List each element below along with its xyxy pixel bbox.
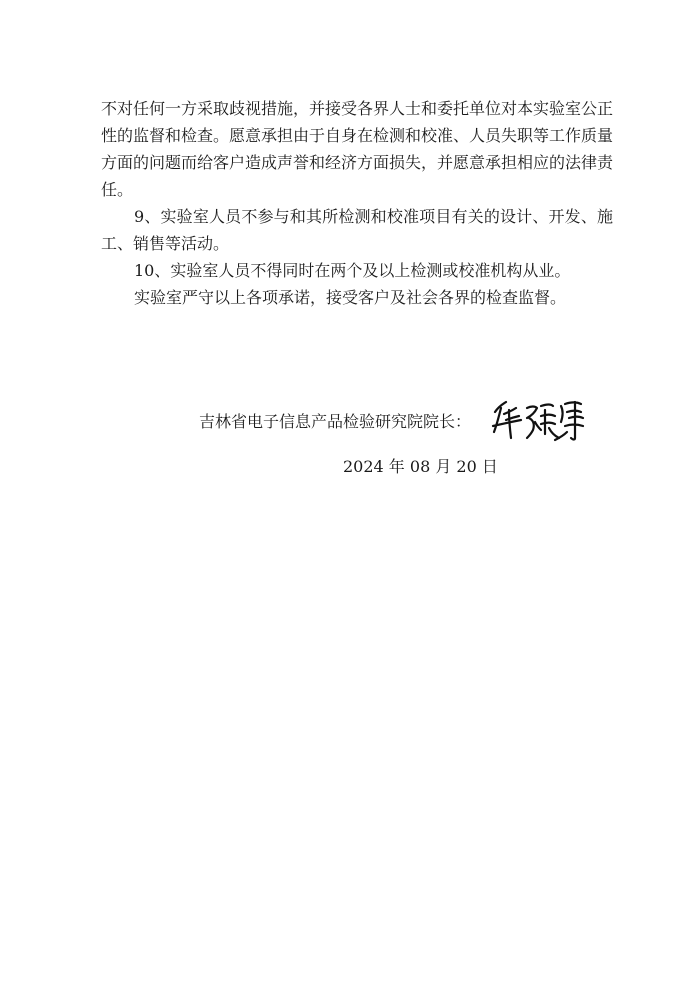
paragraph-item-9: 9、实验室人员不参与和其所检测和校准项目有关的设计、开发、施工、销售等活动。 [101, 207, 613, 253]
paragraph-item-10: 10、实验室人员不得同时在两个及以上检测或校准机构从业。 [134, 261, 571, 280]
document-body [101, 95, 613, 311]
signature-row [199, 400, 587, 440]
paragraph-closing: 实验室严守以上各项承诺，接受客户及社会各界的检查监督。 [134, 288, 567, 307]
paragraph-continued: 不对任何一方采取歧视措施，并接受各界人士和委托单位对本实验室公正性的监督和检查。愿意承担由于自身在检测和校准、人员失职等工作质量方面的问题而给客户造成声誉和经济方面损失，并愿意承担相应的法律责任。 [101, 99, 614, 199]
date-line: 2024 年 08 月 20 日 [343, 457, 498, 476]
signatory-label: 吉林省电子信息产品检验研究院院长： [199, 411, 472, 431]
handwritten-signature [489, 398, 587, 442]
